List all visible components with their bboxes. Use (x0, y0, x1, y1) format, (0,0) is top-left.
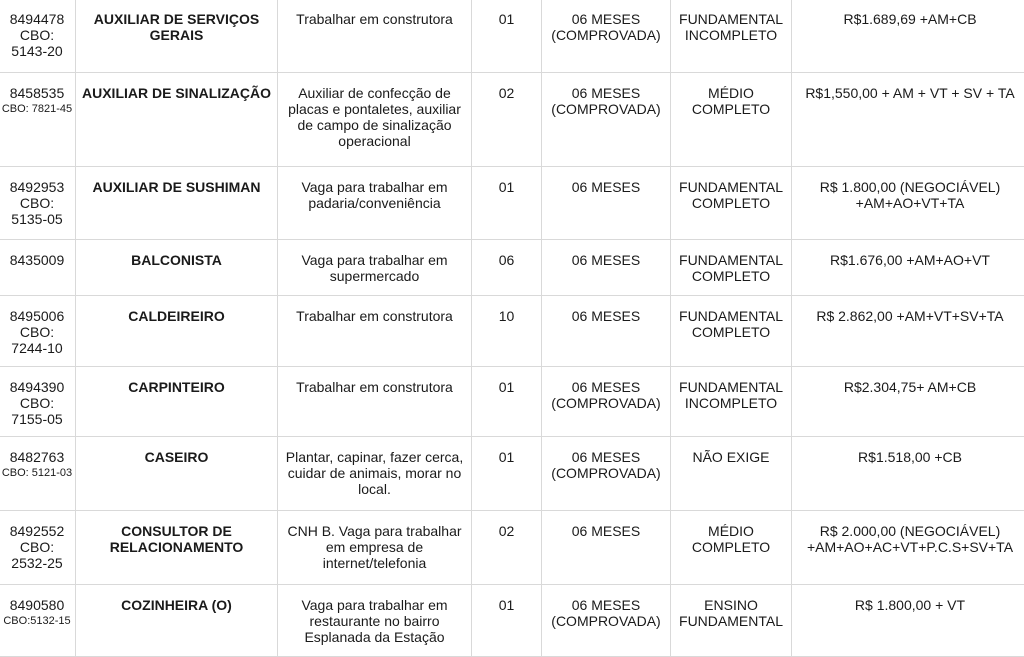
required-education: FUNDAMENTAL INCOMPLETO (671, 0, 792, 73)
vacancy-count: 10 (472, 296, 542, 367)
job-title: AUXILIAR DE SUSHIMAN (76, 167, 278, 240)
table-row (0, 437, 1024, 511)
vacancy-count: 01 (472, 585, 542, 657)
job-description: Trabalhar em construtora (278, 367, 472, 437)
cbo-code: CBO:5132-15 (1, 613, 73, 629)
table-row (0, 240, 1024, 296)
job-code-cell (0, 511, 76, 585)
table-row (0, 585, 1024, 657)
required-education: FUNDAMENTAL COMPLETO (671, 296, 792, 367)
cbo-code: CBO: 7821-45 (1, 101, 73, 117)
cbo-code: CBO: 5135-05 (1, 195, 73, 227)
job-description: Vaga para trabalhar em restaurante no bairro Esplanada da Estação (278, 585, 472, 657)
job-code-cell (0, 437, 76, 511)
salary-benefits: R$1.689,69 +AM+CB (792, 0, 1024, 73)
job-title: AUXILIAR DE SERVIÇOS GERAIS (76, 0, 278, 73)
salary-benefits: R$1,550,00 + AM + VT + SV + TA (792, 73, 1024, 167)
required-experience: 06 MESES (COMPROVADA) (542, 0, 671, 73)
vacancy-count: 01 (472, 367, 542, 437)
job-code: 8490580 (10, 597, 65, 613)
job-description: Auxiliar de confecção de placas e pontaletes, auxiliar de campo de sinalização operacional (278, 73, 472, 167)
job-description: Trabalhar em construtora (278, 296, 472, 367)
job-code: 8494478 (10, 11, 65, 27)
required-experience: 06 MESES (COMPROVADA) (542, 73, 671, 167)
job-code: 8458535 (10, 85, 65, 101)
job-title: CONSULTOR DE RELACIONAMENTO (76, 511, 278, 585)
salary-benefits: R$ 1.800,00 + VT (792, 585, 1024, 657)
required-education: FUNDAMENTAL COMPLETO (671, 167, 792, 240)
vacancy-count: 01 (472, 0, 542, 73)
job-code-cell (0, 73, 76, 167)
required-experience: 06 MESES (542, 296, 671, 367)
required-experience: 06 MESES (COMPROVADA) (542, 437, 671, 511)
job-code-cell (0, 585, 76, 657)
job-code: 8482763 (10, 449, 65, 465)
job-code: 8492552 (10, 523, 65, 539)
required-experience: 06 MESES (COMPROVADA) (542, 367, 671, 437)
job-title: BALCONISTA (76, 240, 278, 296)
cbo-code: CBO: 2532-25 (1, 539, 73, 571)
salary-benefits: R$1.676,00 +AM+AO+VT (792, 240, 1024, 296)
table-row (0, 167, 1024, 240)
salary-benefits: R$2.304,75+ AM+CB (792, 367, 1024, 437)
vacancy-count: 01 (472, 167, 542, 240)
cbo-code: CBO: 7155-05 (1, 395, 73, 427)
table-row (0, 511, 1024, 585)
salary-benefits: R$ 1.800,00 (NEGOCIÁVEL) +AM+AO+VT+TA (792, 167, 1024, 240)
required-education: FUNDAMENTAL INCOMPLETO (671, 367, 792, 437)
cbo-code: CBO: 5121-03 (1, 465, 73, 481)
required-experience: 06 MESES (542, 511, 671, 585)
required-experience: 06 MESES (542, 167, 671, 240)
required-experience: 06 MESES (542, 240, 671, 296)
vacancy-count: 02 (472, 73, 542, 167)
job-code: 8495006 (10, 308, 65, 324)
job-code: 8492953 (10, 179, 65, 195)
required-education: MÉDIO COMPLETO (671, 73, 792, 167)
job-description: Vaga para trabalhar em supermercado (278, 240, 472, 296)
job-description: CNH B. Vaga para trabalhar em empresa de internet/telefonia (278, 511, 472, 585)
table-row (0, 0, 1024, 73)
job-code-cell (0, 167, 76, 240)
vacancy-count: 01 (472, 437, 542, 511)
required-education: ENSINO FUNDAMENTAL (671, 585, 792, 657)
table-row (0, 73, 1024, 167)
job-description: Trabalhar em construtora (278, 0, 472, 73)
job-code-cell (0, 0, 76, 73)
job-code-cell (0, 367, 76, 437)
job-title: CARPINTEIRO (76, 367, 278, 437)
cbo-code: CBO: 5143-20 (1, 27, 73, 59)
table-row (0, 367, 1024, 437)
cbo-code: CBO: 7244-10 (1, 324, 73, 356)
salary-benefits: R$ 2.862,00 +AM+VT+SV+TA (792, 296, 1024, 367)
vacancy-count: 06 (472, 240, 542, 296)
vacancy-count: 02 (472, 511, 542, 585)
salary-benefits: R$ 2.000,00 (NEGOCIÁVEL) +AM+AO+AC+VT+P.C.S+SV+TA (792, 511, 1024, 585)
job-title: COZINHEIRA (O) (76, 585, 278, 657)
required-experience: 06 MESES (COMPROVADA) (542, 585, 671, 657)
job-description: Plantar, capinar, fazer cerca, cuidar de animais, morar no local. (278, 437, 472, 511)
job-code: 8435009 (10, 252, 65, 268)
job-description: Vaga para trabalhar em padaria/conveniência (278, 167, 472, 240)
required-education: FUNDAMENTAL COMPLETO (671, 240, 792, 296)
job-title: CASEIRO (76, 437, 278, 511)
job-title: CALDEIREIRO (76, 296, 278, 367)
table-row (0, 296, 1024, 367)
salary-benefits: R$1.518,00 +CB (792, 437, 1024, 511)
job-title: AUXILIAR DE SINALIZAÇÃO (76, 73, 278, 167)
job-code-cell (0, 296, 76, 367)
job-code: 8494390 (10, 379, 65, 395)
job-code-cell (0, 240, 76, 296)
required-education: MÉDIO COMPLETO (671, 511, 792, 585)
required-education: NÃO EXIGE (671, 437, 792, 511)
